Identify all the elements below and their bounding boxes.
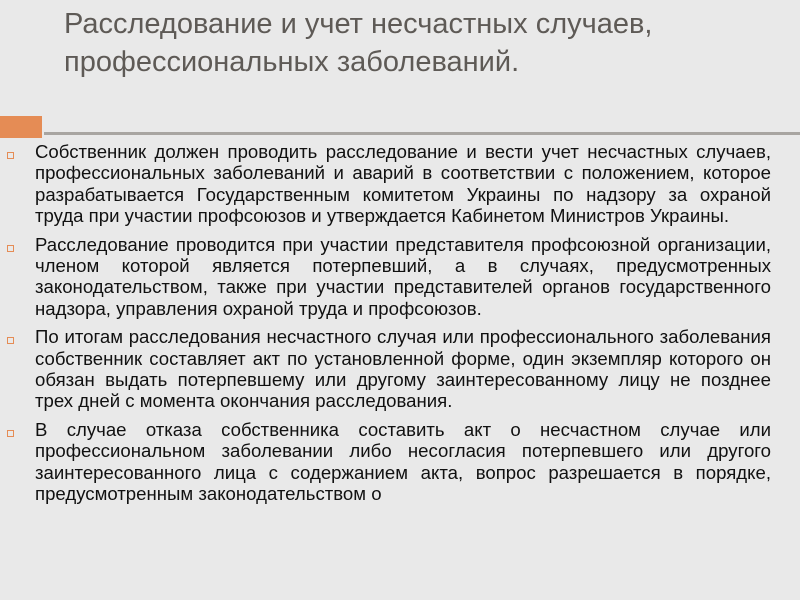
bullet-item <box>0 234 771 320</box>
slide-title: Расследование и учет несчастных случаев, профессиональных заболеваний. <box>64 8 653 78</box>
bullet-list <box>0 141 800 512</box>
bullet-text: Собственник должен проводить расследование и вести учет несчастных случаев, профессиональных заболеваний и аварий в соответствии с положением, которое разрабатывается Государственным комитетом Украины по надзору за охраной труда при участии профсоюзов и утверждается Кабинетом Министров Украины. <box>35 141 771 227</box>
bullet-item <box>0 326 771 412</box>
square-bullet-icon <box>7 152 14 159</box>
bullet-text: Расследование проводится при участии представителя профсоюзной организации, членом которой является потерпевший, а в случаях, предусмотренных законодательством, также при участии представителей органов государственного надзора, управления охраной труда и профсоюзов. <box>35 233 771 319</box>
square-bullet-icon <box>7 337 14 344</box>
bullet-text: По итогам расследования несчастного случая или профессионального заболевания собственник составляет акт по установленной форме, один экземпляр которого он обязан выдать потерпевшему или другому заинтересованному лицу не позднее трех дней с момента окончания расследования. <box>35 326 771 412</box>
square-bullet-icon <box>7 430 14 437</box>
bullet-text: В случае отказа собственника составить акт о несчастном случае или профессиональном заболевании либо несогласия потерпевшего или другого заинтересованного лица с содержанием акта, вопрос разрешается в порядке, предусмотренным законодательством о <box>35 418 771 505</box>
title-divider <box>44 132 800 135</box>
bullet-item <box>0 141 771 227</box>
square-bullet-icon <box>7 245 14 252</box>
title-accent-bar <box>0 116 42 138</box>
bullet-item <box>0 419 771 505</box>
